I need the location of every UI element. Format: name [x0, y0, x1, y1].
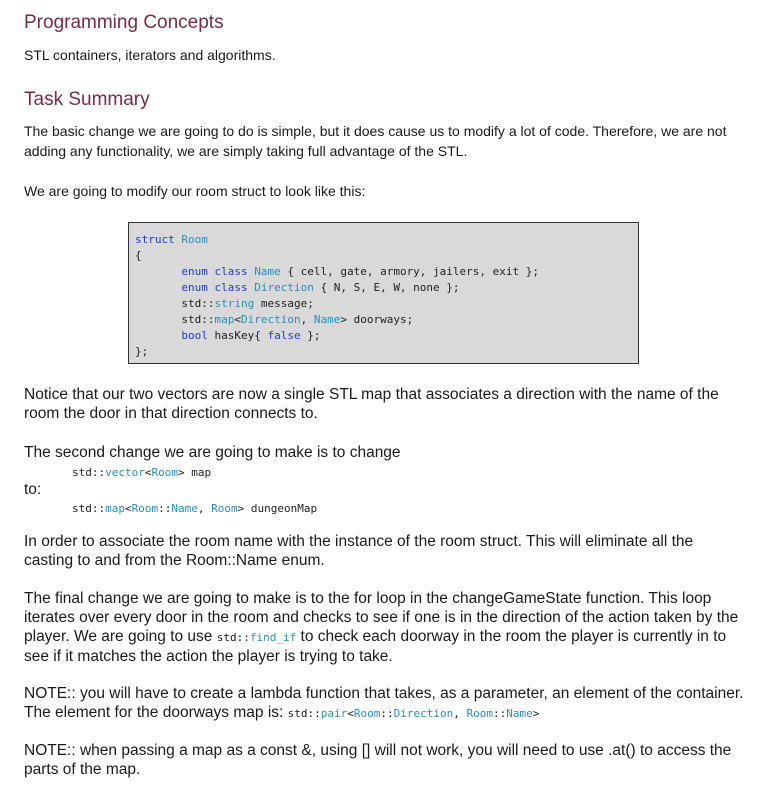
pair-code: std::pair<Room::Direction, Room::Name> — [287, 707, 540, 720]
code-line: }; — [135, 345, 149, 358]
concepts-heading: Programming Concepts — [24, 12, 224, 33]
note-lambda-text: NOTE:: you will have to create a lambda function that takes, as a parameter, an element of the container. The element for the doorways map is: — [24, 685, 744, 721]
final-change-text-after: to check each doorway in the room the player is currently in to see if it matches the action the player is trying to take. — [24, 628, 727, 665]
code-line: struct Room — [135, 233, 208, 246]
code-line: std::map<Direction, Name> doorways; — [135, 313, 414, 326]
code-line: bool hasKey{ false }; — [181, 329, 321, 342]
to-label: to: — [24, 481, 42, 498]
modify-paragraph: We are going to modify our room struct to look like this: — [24, 183, 366, 199]
vector-code-line: std::vector<Room> map — [72, 466, 212, 479]
map-code-line: std::map<Room::Name, Room> dungeonMap — [72, 502, 318, 515]
code-line: std::string message; — [135, 297, 314, 310]
code-line: enum class Name { cell, gate, armory, jailers, exit }; — [181, 265, 540, 278]
find-if-code: std::find_if — [216, 631, 297, 644]
code-block-text — [135, 232, 638, 360]
associate-paragraph: In order to associate the room name with the instance of the room struct. This will eliminate all the casting to and from the Room::Name enum. — [24, 533, 694, 569]
summary-heading: Task Summary — [24, 89, 150, 110]
note-lambda-paragraph — [24, 684, 746, 723]
final-change-text-before: The final change we are going to make is to the for loop in the changeGameState function. This loop iterates over every door in the room and checks to see if one is in the direction of the action taken by the player. We are going to use — [24, 590, 739, 645]
code-line: enum class Direction { N, S, E, W, none }; — [181, 281, 460, 294]
notice-paragraph: Notice that our two vectors are now a single STL map that associates a direction with the name of the room the door in that direction connects to. — [24, 386, 719, 422]
code-line: { — [135, 249, 142, 262]
note-map-paragraph: NOTE:: when passing a map as a const &, using [] will not work, you will need to use .at() to access the parts of the map. — [24, 742, 732, 778]
final-change-paragraph — [24, 589, 746, 666]
concepts-text: STL containers, iterators and algorithms. — [24, 47, 276, 63]
intro-paragraph: The basic change we are going to do is simple, but it does cause us to modify a lot of code. Therefore, we are not adding any functionality, we are simply taking full advantage of the STL. — [24, 123, 727, 159]
room-struct-code-block — [128, 222, 639, 364]
second-change-paragraph: The second change we are going to make is to change — [24, 444, 401, 461]
